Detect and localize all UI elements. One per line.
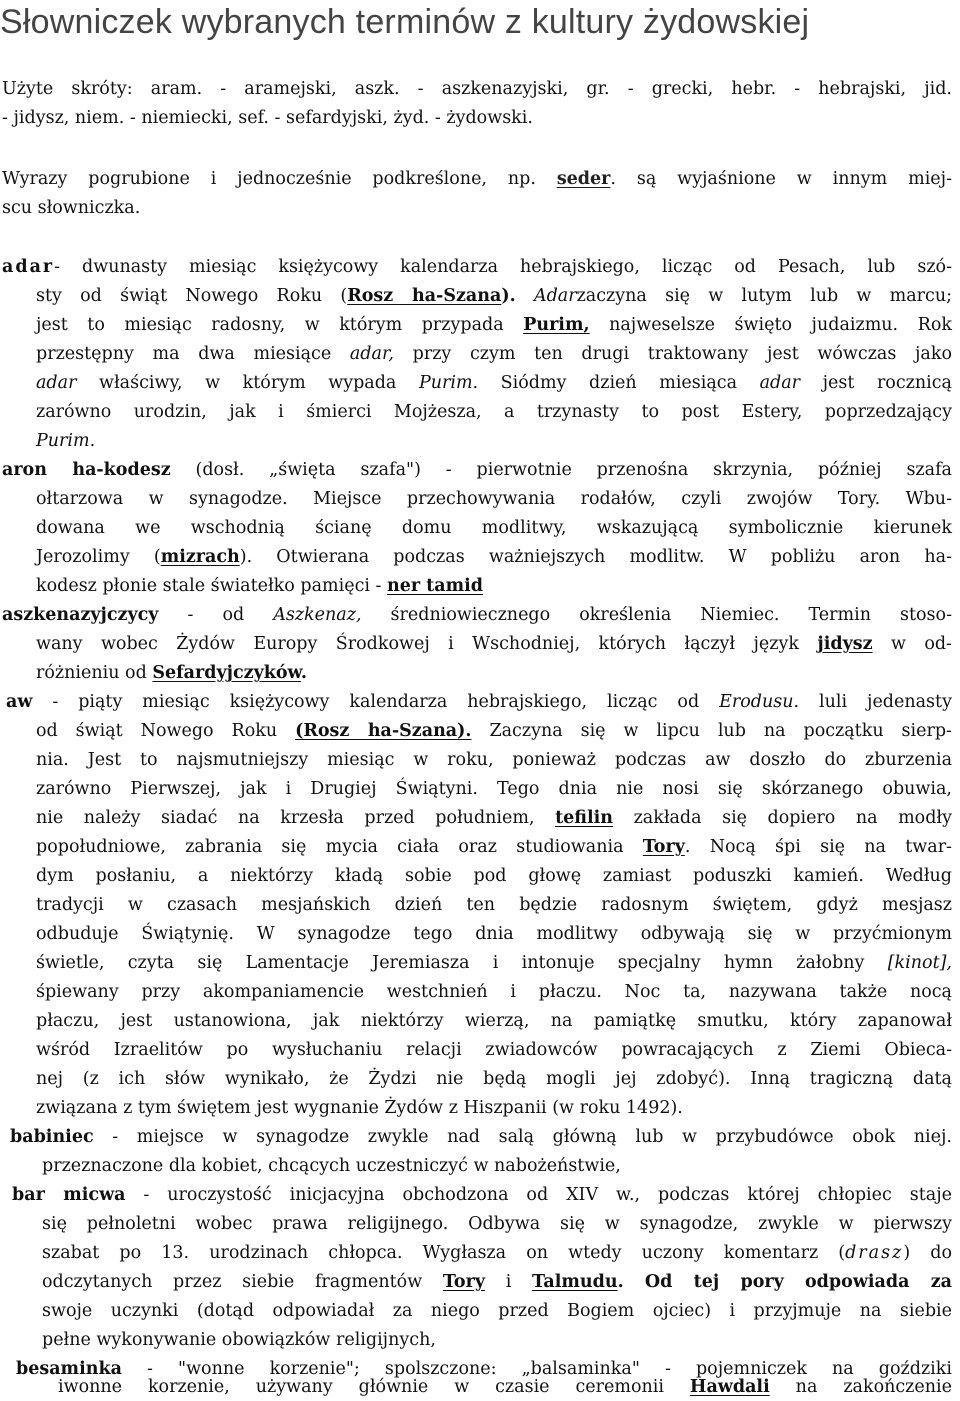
- entry-text: średniowiecznego określenia Niemiec. Termin stoso-: [390, 605, 952, 625]
- entry-aw-line-4: [36, 775, 952, 803]
- entry-aw-line-5: [36, 804, 952, 832]
- entry-text: - uroczystość inicjacyjna obchodzona od XIV w., podczas której chłopiec staje: [143, 1185, 952, 1205]
- entry-text: ). Otwierana podczas ważniejszych modlitw. W pobliżu aron ha-: [239, 547, 952, 567]
- bold-note-line-2: [2, 194, 140, 222]
- entry-term: aszkenazyjczycy: [2, 605, 159, 625]
- entry-text: sty od świąt Nowego Roku (: [36, 286, 348, 306]
- entry-aw-line-13: [36, 1036, 952, 1064]
- entry-text: zarówno Pierwszej, jak i Drugiej Świątyni. Tego dnia nie nosi się skórzanego obuwia,: [36, 779, 952, 799]
- entry-text: nia. Jest to najsmutniejszy miesiąc w roku, ponieważ podczas aw doszło do zburzenia: [36, 750, 952, 770]
- term-link[interactable]: Tory: [642, 837, 685, 857]
- entry-aw-line-7: [36, 862, 952, 890]
- entry-text: najweselsze święto judaizmu. Rok: [609, 315, 952, 335]
- entry-bar-micwa-line-1: [12, 1181, 952, 1209]
- entry-term: babiniec: [10, 1127, 94, 1147]
- entry-text: . Nocą śpi się na twar-: [684, 837, 952, 857]
- entry-aw-line-10: [36, 949, 952, 977]
- entry-italic: Aszkenaz,: [273, 605, 362, 625]
- entry-adar-line-7: [36, 427, 95, 455]
- entry-text: przestępny ma dwa miesiące: [36, 344, 332, 364]
- term-link[interactable]: Tory: [442, 1272, 485, 1292]
- term-link[interactable]: jidysz: [817, 634, 873, 654]
- entry-term: aw: [6, 692, 33, 712]
- entry-italic: adar: [759, 373, 801, 393]
- entry-aw-line-11: [36, 978, 952, 1006]
- entry-text: świetle, czyta się Lamentacje Jeremiasza i intonuje specjalny hymn żałobny: [36, 953, 865, 973]
- abbreviations-text: Użyte skróty: aram. - aramejski, aszk. - aszkenazyjski, gr. - grecki, hebr. - hebrajski, jid.: [2, 79, 952, 99]
- entry-text: ołtarzowa w synagodze. Miejsce przechowywania rodałów, czyli zwojów Tory. Wbu-: [36, 489, 952, 509]
- entry-text: wany wobec Żydów Europy Środkowej i Wschodniej, których łączył język: [36, 634, 799, 654]
- entry-text: Zaczyna się w lipcu lub na początku sierp-: [489, 721, 952, 741]
- entry-text: luli jedenasty: [819, 692, 952, 712]
- entry-aw-line-15: [36, 1094, 683, 1122]
- entry-text: iwonne korzenie, używany głównie w czasie ceremonii: [58, 1377, 664, 1397]
- entry-aw-line-8: [36, 891, 952, 919]
- entry-text: zarówno urodzin, jak i śmierci Mojżesza, a trzynasty to post Estery, poprzedzający: [36, 402, 952, 422]
- term-link[interactable]: Hawdali: [689, 1377, 770, 1397]
- entry-bar-micwa-line-2: [42, 1210, 952, 1238]
- entry-text: .: [300, 663, 307, 683]
- entry-text: tradycji w czasach mesjańskich dzień ten będzie radosnym świętem, gdyż mesjasz: [36, 895, 952, 915]
- entry-bar-micwa-line-3: [42, 1239, 952, 1267]
- entry-text: nej (z ich słów wynikało, że Żydzi nie będą mogli jej zdobyć). Inną tragiczną datą: [36, 1069, 952, 1089]
- entry-adar-line-2: [36, 282, 952, 310]
- entry-text: odbuduje Świątynię. W synagodze tego dnia modlitwy odbywają się w przyćmionym: [36, 924, 952, 944]
- entry-text: na zakończenie: [795, 1377, 952, 1397]
- entry-text: związana z tym świętem jest wygnanie Żydów z Hiszpanii (w roku 1492).: [36, 1098, 683, 1118]
- entry-text: zaczyna się w lutym lub w marcu;: [576, 286, 952, 306]
- entry-italic: adar,: [349, 344, 394, 364]
- entry-aw-line-6: [36, 833, 952, 861]
- entry-aw-line-9: [36, 920, 952, 948]
- term-link[interactable]: tefilin: [555, 808, 614, 828]
- abbreviations-line-2: [2, 104, 533, 132]
- entry-term: bar micwa: [12, 1185, 126, 1205]
- entry-adar-line-4: [36, 340, 952, 368]
- entry-text: różnieniu od: [36, 663, 147, 683]
- entry-italic: Purim.: [36, 431, 96, 451]
- term-link[interactable]: (Rosz ha-Szana).: [295, 721, 472, 741]
- entry-aw-line-3: [36, 746, 952, 774]
- entry-aw-line-2: [36, 717, 952, 745]
- entry-text: popołudniowe, zabrania się mycia ciała oraz studiowania: [36, 837, 624, 857]
- entry-text: - od: [187, 605, 245, 625]
- entry-text: - "wonne korzenie"; spolszczone: „balsaminka" - pojemniczek na goździki: [147, 1359, 952, 1379]
- entry-text: (dosł. „święta szafa") - pierwotnie przenośna skrzynia, później szafa: [195, 460, 952, 480]
- bold-note-text-2: scu słowniczka.: [2, 198, 141, 218]
- entry-text: dowana we wschodnią ścianę domu modlitwy, wskazującą symbolicznie kierunek: [36, 518, 952, 538]
- entry-text: płaczu, jest ustanowiona, jak niektórzy wierzą, na pamiątkę smutku, który zapanował: [36, 1011, 952, 1031]
- entry-bar-micwa-line-5: [42, 1297, 952, 1325]
- bold-note-text: Wyrazy pogrubione i jednocześnie podkreślone, np.: [2, 169, 536, 189]
- entry-italic: adar: [36, 373, 77, 393]
- bold-note-line-1: [2, 165, 952, 193]
- entry-italic: Purim.: [418, 373, 479, 393]
- entry-text: od świąt Nowego Roku: [36, 721, 278, 741]
- entry-bar-micwa-line-4: [42, 1268, 952, 1296]
- entry-adar-line-5: [36, 369, 952, 397]
- entry-term: besaminka: [16, 1359, 122, 1379]
- entry-text: ) do: [903, 1243, 952, 1263]
- entry-term: aron ha-kodesz: [2, 460, 171, 480]
- entry-text: ).: [501, 286, 516, 306]
- entry-text: nie należy siadać na krzesła przed południem,: [36, 808, 535, 828]
- entry-babiniec-line-1: [10, 1123, 952, 1151]
- entry-text: kodesz płonie stale światełko pamięci -: [36, 576, 382, 596]
- entry-term: adar: [2, 257, 55, 277]
- entry-text: jest rocznicą: [822, 373, 952, 393]
- entry-text: Siódmy dzień miesiąca: [500, 373, 738, 393]
- entry-text: śpiewany przy akompaniamencie westchnień i płaczu. Noc ta, nazywana także nocą: [36, 982, 952, 1002]
- term-link[interactable]: ner tamid: [387, 576, 484, 596]
- bold-note-text-post: . są wyjaśnione w innym miej-: [610, 169, 952, 189]
- entry-text: szabat po 13. urodzinach chłopca. Wygłasza on wtedy uczony komentarz (: [42, 1243, 846, 1263]
- entry-text: dym posłaniu, a niektórzy kładą sobie pod głowę zamiast poduszki kamień. Według: [36, 866, 952, 886]
- entry-italic: Erodusu.: [719, 692, 800, 712]
- entry-besaminka-line-2: [58, 1373, 952, 1401]
- entry-text: i: [505, 1272, 512, 1292]
- entry-aw-line-14: [36, 1065, 952, 1093]
- page-title: Słowniczek wybranych terminów z kultury żydowskiej: [0, 3, 810, 41]
- entry-italic: [kinot],: [887, 953, 952, 973]
- entry-text: Jerozolimy (: [36, 547, 161, 567]
- term-link[interactable]: Rosz ha-Szana: [347, 286, 502, 306]
- entry-text: pełne wykonywanie obowiązków religijnych,: [42, 1330, 436, 1350]
- entry-adar-line-3: [36, 311, 952, 339]
- entry-text: w od-: [890, 634, 952, 654]
- entry-aszkenazyjczycy-line-1: [2, 601, 952, 629]
- term-link[interactable]: seder: [556, 169, 611, 189]
- entry-aron-line-2: [36, 485, 952, 513]
- entry-aron-line-5: [36, 572, 483, 600]
- entry-text: przy czym ten drugi traktowany jest wówczas jako: [412, 344, 952, 364]
- entry-adar-line-1: [2, 253, 952, 281]
- term-link[interactable]: mizrach: [160, 547, 240, 567]
- entry-aron-line-4: [36, 543, 952, 571]
- entry-aw-line-1: [6, 688, 952, 716]
- abbreviations-line-1: [2, 75, 952, 103]
- entry-text: . Od tej pory odpowiada za: [617, 1272, 952, 1292]
- entry-text: właściwy, w którym wypada: [99, 373, 397, 393]
- entry-text: - dwunasty miesiąc księżycowy kalendarza hebrajskiego, licząc od Pesach, lub szó-: [54, 257, 952, 277]
- entry-aszkenazyjczycy-line-2: [36, 630, 952, 658]
- entry-text: się pełnoletni wobec prawa religijnego. Odbywa się w synagodze, zwykle w pierwszy: [42, 1214, 952, 1234]
- entry-adar-line-6: [36, 398, 952, 426]
- entry-aron-line-1: [2, 456, 952, 484]
- term-link[interactable]: Sefardyjczyków: [152, 663, 301, 683]
- entry-aszkenazyjczycy-line-3: [36, 659, 307, 687]
- entry-text: przeznaczone dla kobiet, chcących uczestniczyć w nabożeństwie,: [42, 1156, 621, 1176]
- abbreviations-text-2: - jidysz, niem. - niemiecki, sef. - sefardyjski, żyd. - żydowski.: [2, 108, 533, 128]
- entry-bar-micwa-line-6: [42, 1326, 436, 1354]
- entry-italic: drasz: [845, 1243, 904, 1263]
- term-link[interactable]: Purim,: [523, 315, 590, 335]
- entry-text: jest to miesiąc radosny, w którym przypada: [36, 315, 504, 335]
- term-link[interactable]: Talmudu: [532, 1272, 618, 1292]
- entry-text: wśród Izraelitów po wysłuchaniu relacji zwiadowców powracających z Ziemi Obieca-: [36, 1040, 952, 1060]
- entry-text: odczytanych przez siebie fragmentów: [42, 1272, 423, 1292]
- entry-babiniec-line-2: [42, 1152, 621, 1180]
- entry-text: - miejsce w synagodze zwykle nad salą główną lub w przybudówce obok niej.: [112, 1127, 952, 1147]
- entry-text: - piąty miesiąc księżycowy kalendarza hebrajskiego, licząc od: [52, 692, 700, 712]
- entry-text: zakłada się dopiero na modły: [633, 808, 952, 828]
- entry-aron-line-3: [36, 514, 952, 542]
- entry-aw-line-12: [36, 1007, 952, 1035]
- entry-italic: Adar: [533, 286, 577, 306]
- entry-text: swoje uczynki (dotąd odpowiadał za niego przed Bogiem ojciec) i przyjmuje na siebie: [42, 1301, 952, 1321]
